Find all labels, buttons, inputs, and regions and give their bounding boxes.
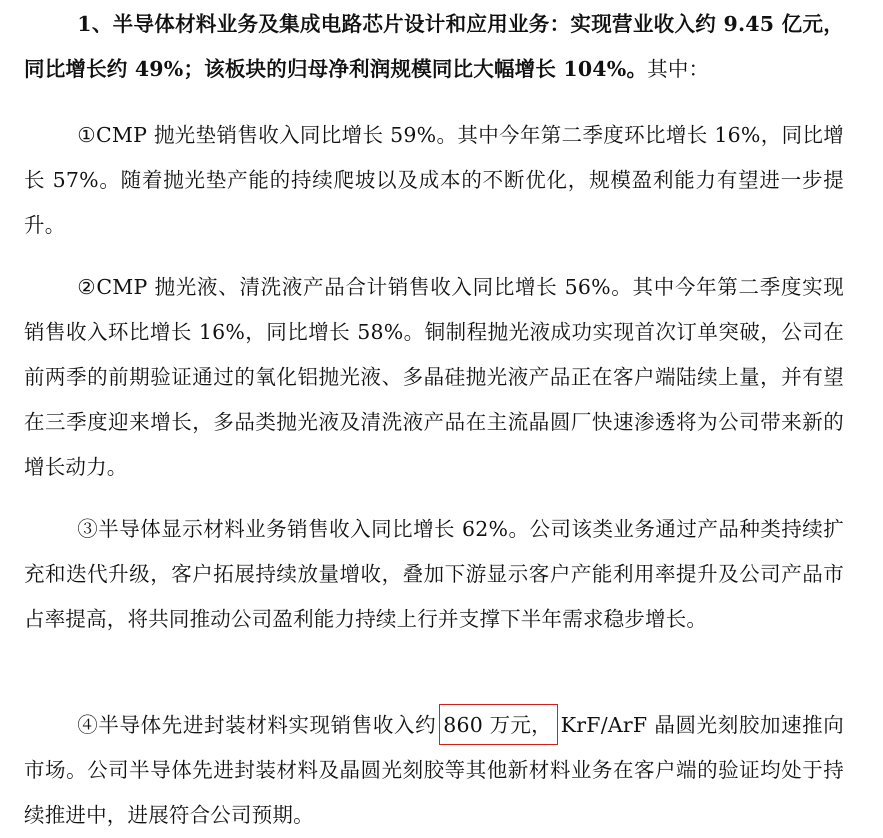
- paragraph-display-materials: ③半导体显示材料业务销售收入同比增长 62%。公司该类业务通过产品种类持续扩充和迭代升级，客户拓展持续放量增收，叠加下游显示客户产能利用率提升及公司产品市占率提高，将共同推动公司盈利能力持续上行并支撑下半年需求稳步增长。: [24, 517, 844, 631]
- packaging-text-after: KrF/ArF 晶圆光刻胶加速推向市场。公司半导体先进封装材料及晶圆光刻胶等其他新材料业务在客户端的验证均处于持续推进中，进展符合公司预期。: [24, 713, 844, 827]
- paragraph-semiconductor-summary: [24, 2, 844, 92]
- summary-bold-text: 1、半导体材料业务及集成电路芯片设计和应用业务：实现营业收入约 9.45 亿元，同比增长约 49%；该板块的归母净利润规模同比大幅增长 104%。: [24, 12, 844, 81]
- paragraph-advanced-packaging: [24, 703, 844, 838]
- summary-tail-text: 其中：: [647, 57, 710, 81]
- paragraph-cmp-slurry: ②CMP 抛光液、清洗液产品合计销售收入同比增长 56%。其中今年第二季度实现销售收入环比增长 16%，同比增长 58%。铜制程抛光液成功实现首次订单突破，公司在前两季的前期验证通过的氧化铝抛光液、多晶硅抛光液产品正在客户端陆续上量，并有望在三季度迎来增长，多品类抛光液及清洗液产品在主流晶圆厂快速渗透将为公司带来新的增长动力。: [24, 275, 844, 479]
- packaging-text-before: ④半导体先进封装材料实现销售收入约: [77, 713, 437, 737]
- paragraph-cmp-pad: ①CMP 抛光垫销售收入同比增长 59%。其中今年第二季度环比增长 16%，同比增长 57%。随着抛光垫产能的持续爬坡以及成本的不断优化，规模盈利能力有望进一步提升。: [24, 123, 844, 237]
- highlighted-revenue-box: 860 万元，: [439, 704, 558, 745]
